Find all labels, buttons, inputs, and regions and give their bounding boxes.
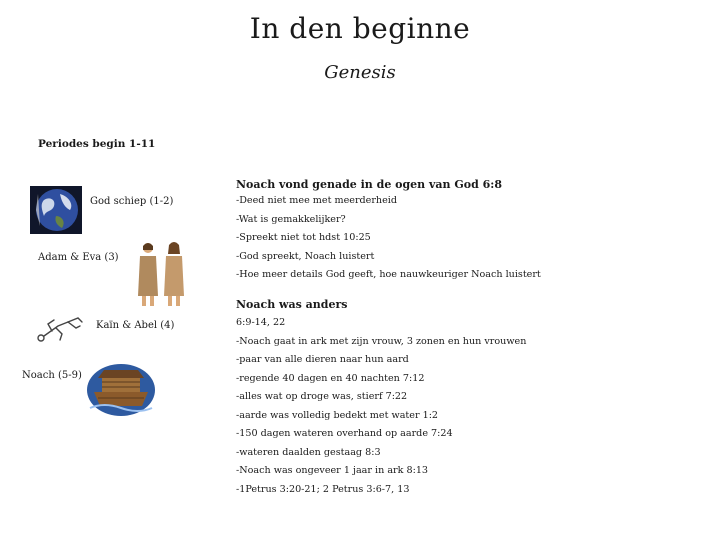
list-item: -paar van alle dieren naar hun aard: [236, 354, 409, 365]
globe-icon: [30, 186, 82, 234]
creation-label: God schiep (1-2): [90, 196, 174, 207]
block1-list: [236, 192, 541, 285]
list-item: -alles wat op droge was, stierf 7:22: [236, 391, 408, 402]
list-item: -Wat is gemakkelijker?: [236, 213, 346, 225]
list-item: -Hoe meer details God geeft, hoe nauwkeuriger Noach luistert: [236, 269, 541, 280]
list-item: 6:9-14, 22: [236, 317, 286, 328]
block1-heading: Noach vond genade in de ogen van God 6:8: [236, 178, 502, 191]
list-item: -Spreekt niet tot hdst 10:25: [236, 232, 371, 243]
list-item: -Noach was ongeveer 1 jaar in ark 8:13: [236, 465, 429, 476]
periods-heading: Periodes begin 1-11: [38, 138, 156, 150]
list-item: -150 dagen wateren overhand op aarde 7:24: [236, 428, 453, 439]
list-item: -Deed niet mee met meerderheid: [236, 195, 397, 206]
list-item: -Noach gaat in ark met zijn vrouw, 3 zonen en hun vrouwen: [236, 335, 527, 347]
page-subtitle: Genesis: [324, 62, 396, 83]
ark-icon: [86, 362, 156, 417]
noah-label: Noach (5-9): [22, 370, 82, 381]
list-item: -aarde was volledig bedekt met water 1:2: [236, 409, 439, 421]
block2-list: [236, 314, 526, 499]
list-item: -wateren daalden gestaag 8:3: [236, 446, 381, 458]
block2-heading: Noach was anders: [236, 298, 348, 311]
list-item: -regende 40 dagen en 40 nachten 7:12: [236, 372, 425, 384]
page-title: In den beginne: [249, 12, 471, 45]
list-item: -1Petrus 3:20-21; 2 Petrus 3:6-7, 13: [236, 483, 410, 495]
adam-eve-label: Adam & Eva (3): [38, 252, 119, 263]
people-icon: [134, 240, 190, 308]
list-item: -God spreekt, Noach luistert: [236, 250, 375, 262]
skeleton-icon: [34, 312, 84, 346]
cain-abel-label: Kaïn & Abel (4): [96, 320, 175, 331]
